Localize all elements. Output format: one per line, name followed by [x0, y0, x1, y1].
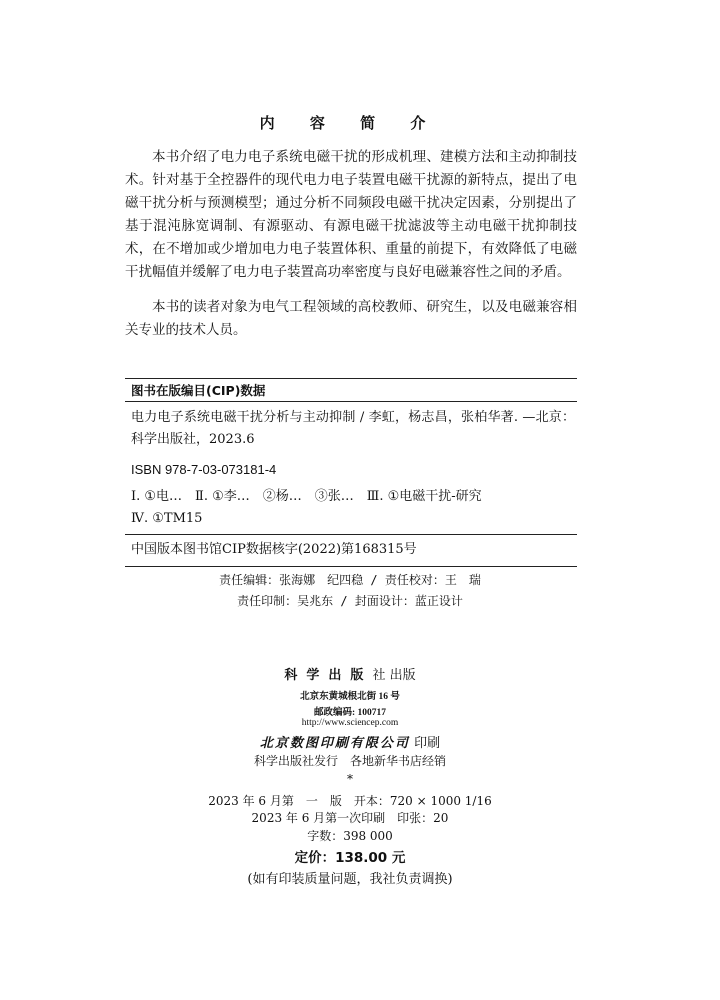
cip-record-number: 中国版本图书馆CIP数据核字(2022)第168315号: [131, 542, 417, 557]
cip-classification-line-1: Ⅰ. ①电… Ⅱ. ①李… ②杨… ③张… Ⅲ. ①电磁干扰-研究: [131, 489, 482, 504]
publisher-postcode: 邮政编码: 100717: [313, 708, 387, 718]
cip-isbn: ISBN 978-7-03-073181-4: [131, 462, 277, 477]
cip-classification-line-2: Ⅳ. ①TM15: [131, 511, 203, 526]
publisher-line: [0, 664, 700, 683]
printer-line: [0, 732, 700, 751]
publisher-brand: 科学出版: [284, 668, 373, 683]
price: 定价：138.00 元: [294, 850, 406, 866]
separator-star: *: [347, 772, 353, 786]
word-count: 字数：398 000: [307, 829, 393, 843]
credits-printing-design: 责任印制：吴兆东 / 封面设计：蓝正设计: [237, 594, 463, 608]
cip-middle-rule: [125, 534, 577, 535]
printer-brand: 北京数图印刷有限公司: [259, 736, 410, 751]
credits-editors: 责任编辑：张海娜 纪四稳 / 责任校对：王 瑞: [219, 573, 481, 587]
cip-heading-rule: [125, 401, 577, 402]
cip-heading: 图书在版编目(CIP)数据: [131, 383, 266, 398]
impression-line: 2023 年 6 月第一次印刷 印张：20: [251, 811, 449, 825]
summary-heading: 内 容 简 介: [259, 114, 441, 132]
cip-top-rule: [125, 378, 577, 379]
summary-paragraph-2: 本书的读者对象为电气工程领域的高校教师、研究生，以及电磁兼容相关专业的技术人员。: [125, 299, 577, 338]
quality-notice: (如有印装质量问题，我社负责调换): [247, 872, 453, 887]
publisher-url: http://www.sciencep.com: [301, 718, 399, 728]
publisher-suffix: 社 出版: [372, 668, 416, 683]
summary-paragraph-1: 本书介绍了电力电子系统电磁干扰的形成机理、建模方法和主动抑制技术。针对基于全控器件的现代电力电子装置电磁干扰源的新特点，提出了电磁干扰分析与预测模型；通过分析不同频段电磁干扰决定因素，分别提出了基于混沌脉宽调制、有源驱动、有源电磁干扰滤波等主动电磁干扰抑制技术，在不增加或少增加电力电子装置体积、重量的前提下，有效降低了电磁干扰幅值并缓解了电力电子装置高功率密度与良好电磁兼容性之间的矛盾。: [125, 149, 577, 280]
printer-suffix: 印刷: [409, 736, 441, 751]
cip-bottom-rule: [125, 566, 577, 567]
cip-entry: 电力电子系统电磁干扰分析与主动抑制 / 李虹，杨志昌，张柏华著. —北京：科学出版社，2023.6: [131, 410, 575, 447]
edition-line: 2023 年 6 月第 一 版 开本：720 × 1000 1/16: [208, 794, 492, 808]
distribution-line: 科学出版社发行 各地新华书店经销: [253, 754, 446, 768]
publisher-address: 北京东黄城根北街 16 号: [300, 692, 400, 702]
